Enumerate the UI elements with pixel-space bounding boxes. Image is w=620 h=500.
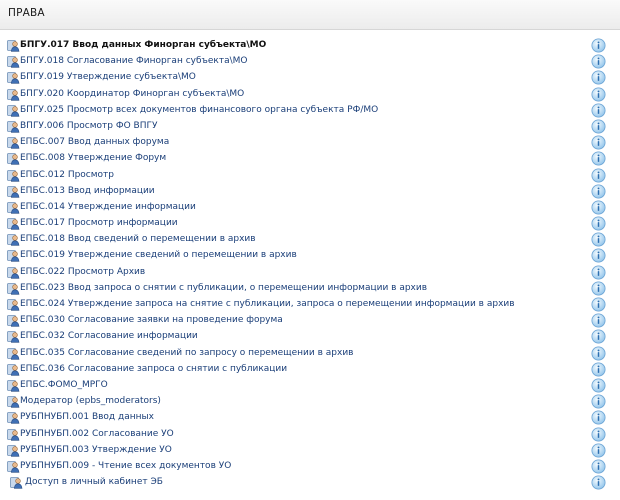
user-role-icon: [7, 39, 20, 52]
info-icon[interactable]: [591, 362, 606, 377]
info-icon[interactable]: [591, 151, 606, 166]
user-role-icon: [7, 88, 20, 101]
user-role-icon: [7, 282, 20, 295]
right-row: [0, 443, 620, 459]
info-icon[interactable]: [591, 38, 606, 53]
info-icon[interactable]: [591, 394, 606, 409]
user-role-icon: [7, 347, 20, 360]
right-row: [0, 346, 620, 362]
user-role-icon: [7, 411, 20, 424]
user-role-icon: [7, 104, 20, 117]
right-row: [0, 87, 620, 103]
right-row: [0, 184, 620, 200]
right-row: [0, 427, 620, 443]
right-link[interactable]: ЕПБС.024 Утверждение запроса на снятие с публикации, запроса о перемещении информации в архив: [20, 299, 515, 309]
user-role-icon: [7, 120, 20, 133]
right-link[interactable]: БПГУ.025 Просмотр всех документов финансового органа субъекта РФ/МО: [20, 104, 379, 115]
info-icon[interactable]: [591, 443, 606, 458]
right-row: [0, 151, 620, 167]
info-icon[interactable]: [591, 184, 606, 199]
user-role-icon: [7, 460, 20, 473]
right-row: [0, 459, 620, 475]
user-role-icon: [7, 185, 20, 198]
user-role-icon: [7, 379, 20, 392]
right-link[interactable]: РУБПНУБП.001 Ввод данных: [20, 412, 154, 423]
info-icon[interactable]: [591, 378, 606, 393]
right-link[interactable]: БПГУ.017 Ввод данных Финорган субъекта\МО: [20, 40, 267, 50]
info-icon[interactable]: [591, 103, 606, 118]
user-role-icon: [7, 201, 20, 214]
user-role-icon: [7, 314, 20, 327]
info-icon[interactable]: [591, 135, 606, 150]
right-row: [0, 475, 620, 491]
right-row: [0, 394, 620, 410]
info-icon[interactable]: [591, 297, 606, 312]
rights-list: [0, 38, 620, 491]
info-icon[interactable]: [591, 459, 606, 474]
right-row: [0, 265, 620, 281]
info-icon[interactable]: [591, 265, 606, 280]
info-icon[interactable]: [591, 427, 606, 442]
right-row: [0, 248, 620, 264]
info-icon[interactable]: [591, 313, 606, 328]
right-row: [0, 378, 620, 394]
right-row: [0, 329, 620, 345]
info-icon[interactable]: [591, 168, 606, 183]
right-row: [0, 313, 620, 329]
user-role-icon: [7, 266, 20, 279]
right-link[interactable]: ЕПБС.022 Просмотр Архив: [20, 266, 146, 277]
right-link[interactable]: РУБПНУБП.003 Утверждение УО: [20, 444, 172, 455]
user-role-icon: [7, 136, 20, 149]
right-link[interactable]: ЕПБС.036 Согласование запроса о снятии с публикации: [20, 363, 288, 374]
user-role-icon: [7, 395, 20, 408]
user-role-icon: [7, 233, 20, 246]
right-link[interactable]: ЕПБС.017 Просмотр информации: [20, 218, 178, 229]
info-icon[interactable]: [591, 410, 606, 425]
right-row: [0, 362, 620, 378]
right-link[interactable]: БПГУ.020 Координатор Финорган субъекта\МО: [20, 88, 245, 99]
right-link[interactable]: ЕПБС.023 Ввод запроса о снятии с публикации, о перемещении информации в архив: [20, 282, 428, 293]
right-link[interactable]: РУБПНУБП.002 Согласование УО: [20, 428, 174, 439]
user-role-icon: [7, 71, 20, 84]
info-icon[interactable]: [591, 216, 606, 231]
right-link[interactable]: БПГУ.019 Утверждение субъекта\МО: [20, 72, 196, 83]
right-link[interactable]: ЕПБС.032 Согласование информации: [20, 331, 198, 342]
user-role-icon: [7, 55, 20, 68]
user-role-icon: [7, 330, 20, 343]
right-row: [0, 281, 620, 297]
right-link[interactable]: Доступ в личный кабинет ЭБ: [25, 477, 163, 488]
right-row: [0, 70, 620, 86]
right-row: [0, 410, 620, 426]
info-icon[interactable]: [591, 329, 606, 344]
info-icon[interactable]: [591, 232, 606, 247]
info-icon[interactable]: [591, 281, 606, 296]
info-icon[interactable]: [591, 346, 606, 361]
info-icon[interactable]: [591, 87, 606, 102]
user-role-icon: [7, 217, 20, 230]
info-icon[interactable]: [591, 119, 606, 134]
right-row: [0, 103, 620, 119]
right-row: [0, 135, 620, 151]
user-role-icon: [7, 298, 20, 311]
right-link[interactable]: ЕПБС.018 Ввод сведений о перемещении в архив: [20, 234, 256, 245]
right-link[interactable]: ЕПБС.019 Утверждение сведений о перемещении в архив: [20, 250, 297, 261]
right-row: [0, 38, 620, 54]
info-icon[interactable]: [591, 248, 606, 263]
right-link[interactable]: БПГУ.018 Согласование Финорган субъекта\МО: [20, 56, 248, 67]
right-link[interactable]: ЕПБС.035 Согласование сведений по запросу о перемещении в архив: [20, 347, 354, 358]
info-icon[interactable]: [591, 475, 606, 490]
right-link[interactable]: ЕПБС.012 Просмотр: [20, 169, 114, 180]
right-row: [0, 232, 620, 248]
right-link[interactable]: ЕПБС.007 Ввод данных форума: [20, 137, 170, 148]
right-link[interactable]: Модератор (epbs_moderators): [20, 396, 161, 407]
right-row: [0, 297, 620, 313]
info-icon[interactable]: [591, 70, 606, 85]
user-role-icon: [7, 169, 20, 182]
right-link[interactable]: ЕПБС.008 Утверждение Форум: [20, 153, 167, 164]
section-header: [0, 0, 620, 30]
info-icon[interactable]: [591, 54, 606, 69]
user-role-icon: [7, 444, 20, 457]
section-title: ПРАВА: [8, 7, 45, 19]
right-link[interactable]: ЕПБС.ФОМО_МРГО: [20, 379, 108, 390]
user-role-icon: [7, 152, 20, 165]
right-link[interactable]: ЕПБС.030 Согласование заявки на проведение форума: [20, 315, 283, 326]
right-link[interactable]: ВПГУ.006 Просмотр ФО ВПГУ: [20, 120, 158, 131]
user-role-icon: [10, 476, 23, 489]
right-link[interactable]: ЕПБС.014 Утверждение информации: [20, 201, 196, 212]
right-row: [0, 54, 620, 70]
right-link[interactable]: РУБПНУБП.009 - Чтение всех документов УО: [20, 460, 232, 471]
user-role-icon: [7, 249, 20, 262]
user-role-icon: [7, 363, 20, 376]
right-row: [0, 200, 620, 216]
right-row: [0, 216, 620, 232]
info-icon[interactable]: [591, 200, 606, 215]
right-row: [0, 168, 620, 184]
right-row: [0, 119, 620, 135]
user-role-icon: [7, 428, 20, 441]
right-link[interactable]: ЕПБС.013 Ввод информации: [20, 185, 155, 196]
